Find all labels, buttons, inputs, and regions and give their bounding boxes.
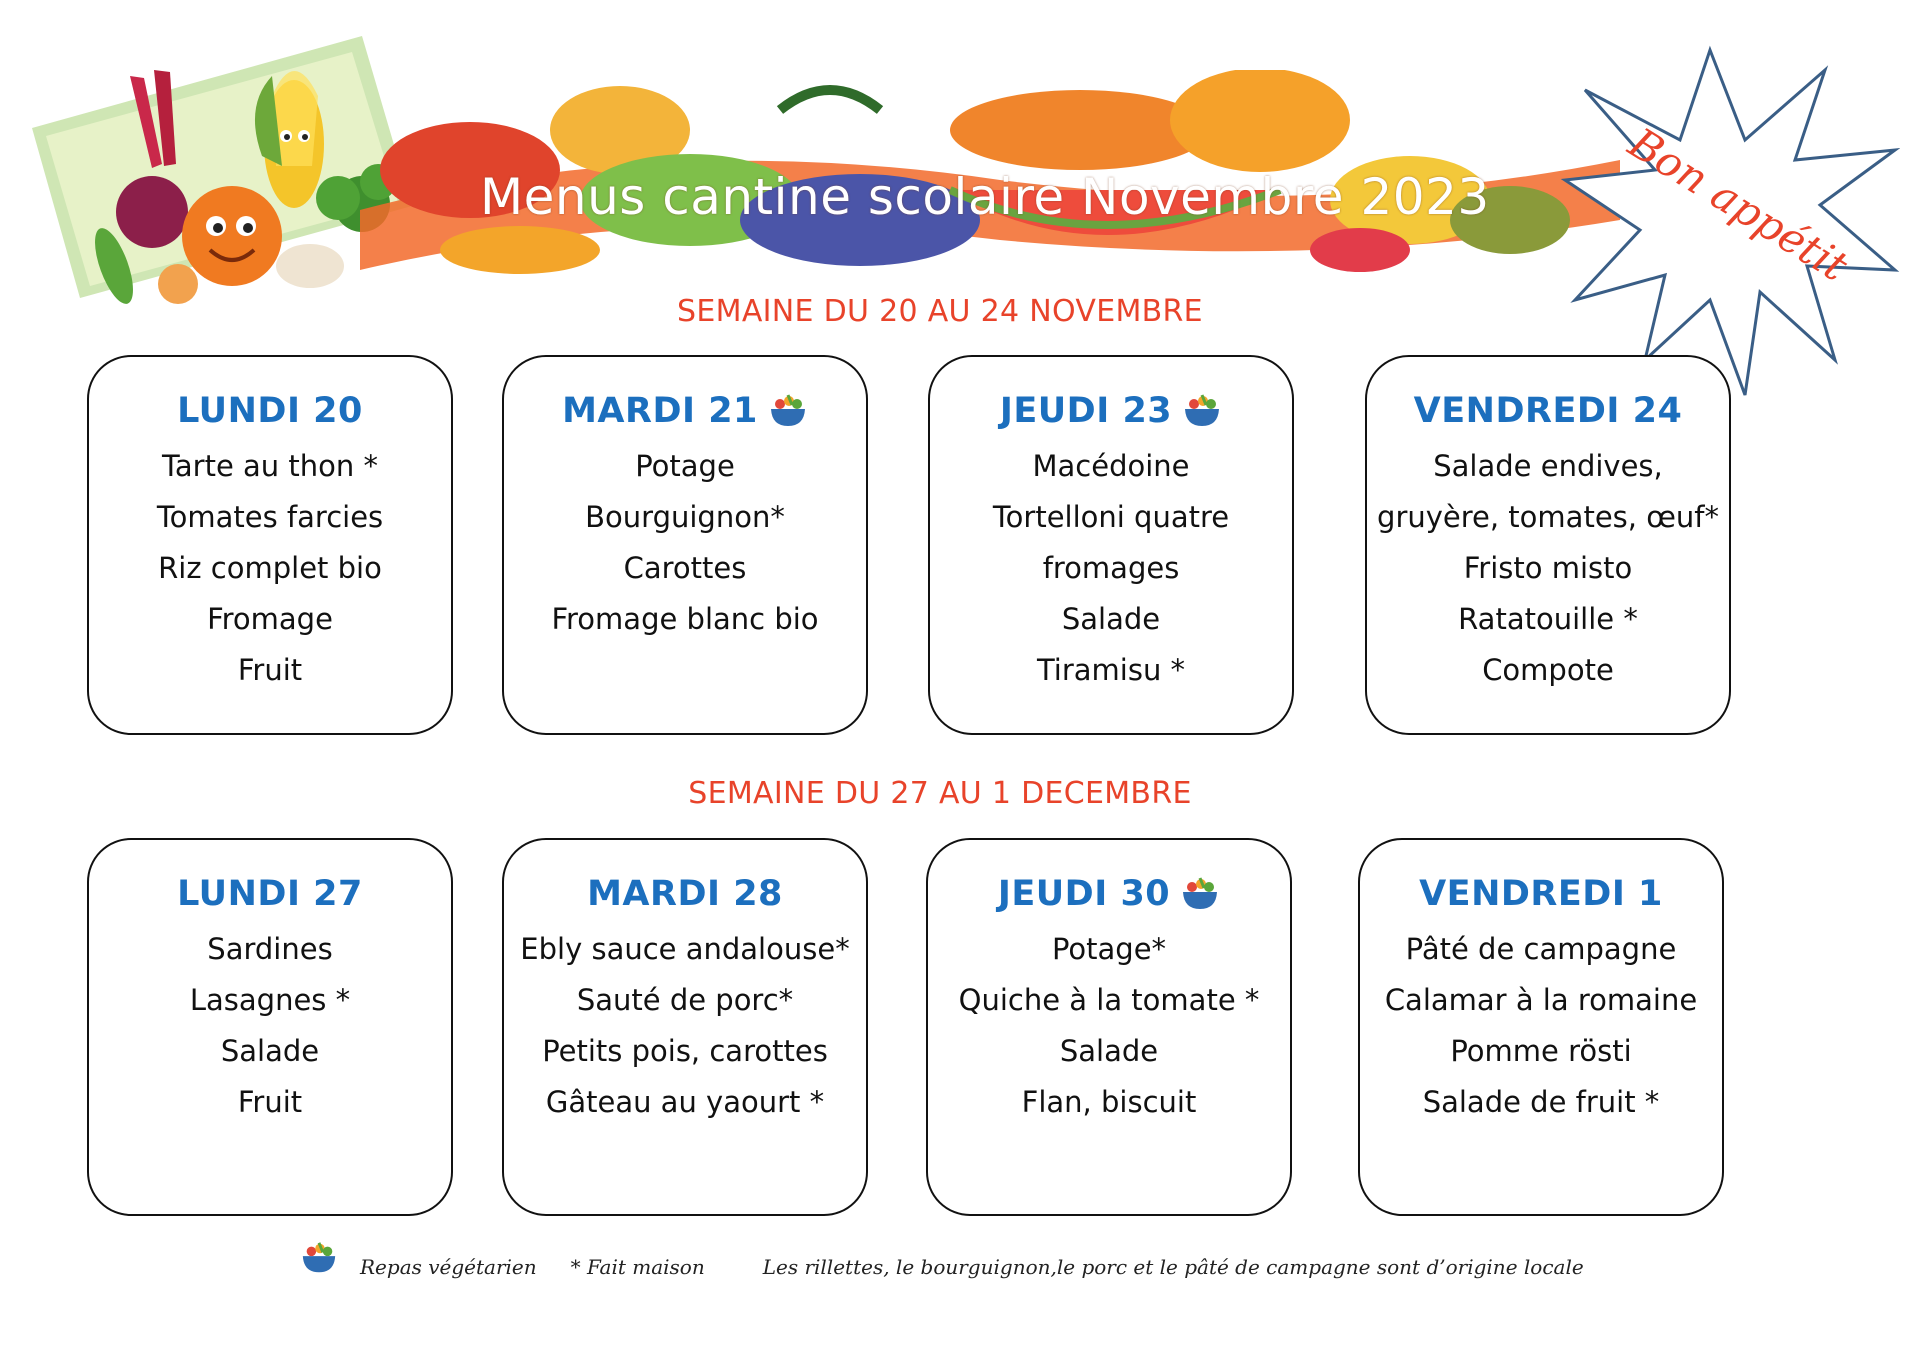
dish-list bbox=[504, 441, 866, 645]
dish: Lasagnes * bbox=[189, 983, 351, 1017]
dish: Tiramisu * bbox=[1036, 653, 1186, 687]
dish: fromages bbox=[1042, 551, 1180, 585]
day-title: LUNDI 27 bbox=[177, 874, 363, 914]
dish: Sauté de porc* bbox=[576, 983, 794, 1017]
dish: Flan, biscuit bbox=[1021, 1085, 1197, 1119]
day-card-lundi-27 bbox=[87, 838, 453, 1216]
dish: Compote bbox=[1482, 653, 1614, 687]
day-card-vendredi-1 bbox=[1358, 838, 1724, 1216]
dish: Macédoine bbox=[1032, 449, 1190, 483]
day-card-vendredi-24 bbox=[1365, 355, 1731, 735]
dish-list bbox=[928, 924, 1290, 1128]
dish: Ratatouille * bbox=[1458, 602, 1638, 636]
dish: Gâteau au yaourt * bbox=[545, 1085, 825, 1119]
day-card-mardi-28 bbox=[502, 838, 868, 1216]
vegetarian-bowl-icon bbox=[300, 1240, 338, 1276]
dish-list bbox=[89, 441, 451, 696]
dish: Ebly sauce andalouse* bbox=[520, 932, 850, 966]
week-1-heading: SEMAINE DU 20 AU 24 NOVEMBRE bbox=[677, 294, 1203, 329]
legend bbox=[300, 1245, 1584, 1289]
dish-list bbox=[1367, 441, 1729, 696]
vegetarian-bowl-icon bbox=[1182, 393, 1222, 429]
dish: Tomates farcies bbox=[156, 500, 384, 534]
day-title: VENDREDI 1 bbox=[1419, 874, 1663, 914]
dish: Salade de fruit * bbox=[1422, 1085, 1660, 1119]
dish: Salade endives, bbox=[1433, 449, 1663, 483]
dish: Fristo misto bbox=[1463, 551, 1633, 585]
vegetarian-bowl-icon bbox=[1180, 876, 1220, 912]
legend-homemade-label: * Fait maison bbox=[570, 1255, 705, 1279]
day-card-jeudi-23 bbox=[928, 355, 1294, 735]
day-title: JEUDI 30 bbox=[998, 874, 1220, 914]
day-title: JEUDI 23 bbox=[1000, 391, 1222, 431]
dish: Salade bbox=[1061, 602, 1161, 636]
dish: gruyère, tomates, œuf* bbox=[1377, 500, 1719, 534]
page-title: Menus cantine scolaire Novembre 2023 bbox=[480, 168, 1490, 226]
dish-list bbox=[1360, 924, 1722, 1128]
day-title: VENDREDI 24 bbox=[1413, 391, 1683, 431]
vegetarian-bowl-icon bbox=[768, 393, 808, 429]
dish: Pâté de campagne bbox=[1405, 932, 1677, 966]
day-title: MARDI 28 bbox=[587, 874, 783, 914]
legend-vegetarian-label: Repas végétarien bbox=[360, 1255, 537, 1279]
dish: Fromage bbox=[207, 602, 333, 636]
dish-list bbox=[930, 441, 1292, 696]
legend-origin-note: Les rillettes, le bourguignon,le porc et le pâté de campagne sont d’origine locale bbox=[762, 1255, 1584, 1279]
dish-list bbox=[504, 924, 866, 1128]
dish: Pomme rösti bbox=[1450, 1034, 1632, 1068]
day-title: MARDI 21 bbox=[562, 391, 808, 431]
dish: Petits pois, carottes bbox=[542, 1034, 828, 1068]
dish: Carottes bbox=[623, 551, 747, 585]
vegetables-illustration bbox=[32, 36, 412, 328]
week-2-heading: SEMAINE DU 27 AU 1 DECEMBRE bbox=[688, 776, 1192, 811]
dish: Riz complet bio bbox=[158, 551, 382, 585]
dish: Potage* bbox=[1051, 932, 1167, 966]
dish: Calamar à la romaine bbox=[1384, 983, 1698, 1017]
dish: Bourguignon* bbox=[585, 500, 785, 534]
dish: Fromage blanc bio bbox=[551, 602, 819, 636]
dish: Potage bbox=[635, 449, 735, 483]
dish: Salade bbox=[1059, 1034, 1159, 1068]
dish: Salade bbox=[220, 1034, 320, 1068]
dish: Sardines bbox=[207, 932, 333, 966]
dish: Quiche à la tomate * bbox=[958, 983, 1260, 1017]
dish-list bbox=[89, 924, 451, 1128]
dish: Tarte au thon * bbox=[162, 449, 378, 483]
dish: Tortelloni quatre bbox=[992, 500, 1230, 534]
dish: Fruit bbox=[237, 1085, 303, 1119]
day-card-jeudi-30 bbox=[926, 838, 1292, 1216]
dish: Fruit bbox=[237, 653, 303, 687]
bon-appetit-text: Bon appétit bbox=[1620, 118, 1857, 291]
day-card-lundi-20 bbox=[87, 355, 453, 735]
day-title: LUNDI 20 bbox=[177, 391, 363, 431]
bon-appetit-starburst bbox=[1545, 30, 1900, 400]
day-card-mardi-21 bbox=[502, 355, 868, 735]
